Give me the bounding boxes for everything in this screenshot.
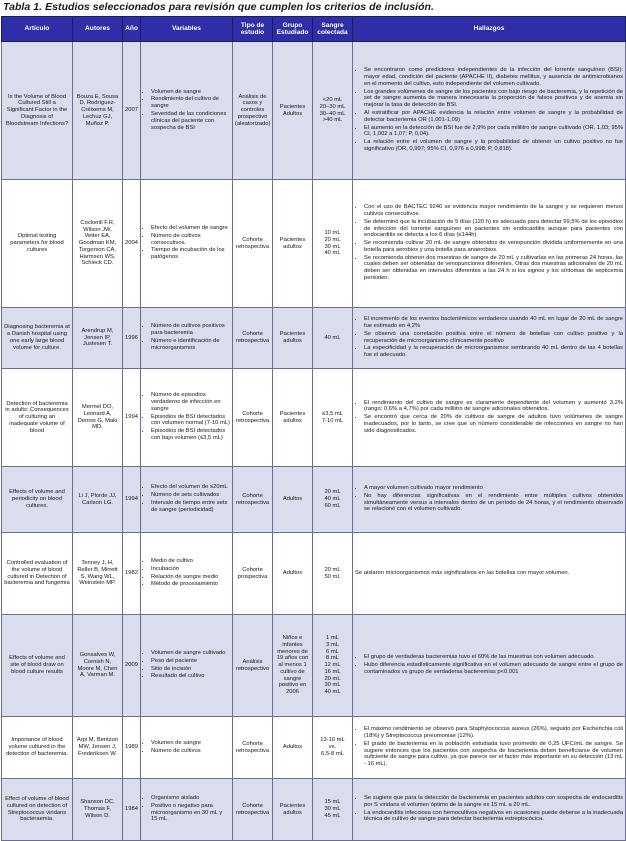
table-row xyxy=(2,369,626,467)
variable-item: • Número de cultivos positivos para bacteremia xyxy=(151,323,230,337)
hallazgo-item: • Se determinó que la incubación de 5 días (120 h) es adecuada para detectar 99,5% de los episodios de infección del torrente sanguíneo en pacientes sin endocarditis aunque para pacientes con endocarditis se detecta a los 6 días (≤144h) xyxy=(364,219,623,239)
cell-autores: Li J, Plorde JJ, Carlson LG. xyxy=(73,467,123,533)
hallazgo-item: • Hubo diferencia estadísticamente significativa en el volumen adecuado de sangre entre el grupo de contaminados vs grupo de verdaderas bacteremias p<0.001 xyxy=(364,662,623,676)
sangre-value: 40 mL xyxy=(324,689,341,696)
variable-item: • Método de procesamiento xyxy=(151,581,230,588)
sangre-value: 60 mL xyxy=(324,502,341,509)
variable-item: • Número e identificación de microorganismos xyxy=(151,338,230,352)
cell-articulo: Diagnosing bacteremia at a Danish hospital using one early large blood volume for culture. xyxy=(2,308,73,369)
hallazgo-item: • A mayor volumen cultivado mayor rendimiento xyxy=(364,485,623,492)
hallazgo-item: • La relación entre el volumen de sangre y la probabilidad de obtener un cultivo positivo no fue significativo (OR, 0,997; 95% CI, 0,976 a 0,998; P, 0,818). xyxy=(364,139,623,153)
sangre-value: 13-16 mL xyxy=(320,737,345,744)
cell-autores: Gonsalves W, Cornish N, Moore M, Chen A, Varman M. xyxy=(73,615,123,717)
hallazgo-item: • Los grandes volúmenes de sangre de los pacientes con bajo riesgo de bacteremia, y la repetición de set de sangre aumenta de manera innecesaria la proporción de falsos positivos y de anemia sin mejorar la tasa de detección de BSI. xyxy=(364,89,623,109)
variable-item: • Número de episodios verdaderos de infección en sangre xyxy=(151,392,230,412)
variable-item: • Incubación xyxy=(151,566,230,573)
header-hallazgos: Hallazgos xyxy=(353,17,626,42)
cell-autores: Arendrup M, Jensen IP, Justesen T. xyxy=(73,308,123,369)
variable-item: • Medio de cultivo xyxy=(151,558,230,565)
sangre-value: vs. xyxy=(328,744,337,751)
sangre-value: 16 mL xyxy=(324,668,341,675)
sangre-value: 8 mL xyxy=(326,655,339,662)
cell-variables xyxy=(141,42,233,180)
sangre-value: 20 mL xyxy=(324,566,341,573)
cell-sangre-colectada xyxy=(313,779,353,841)
cell-hallazgos: Se aislaron microorganismos más significativos en las botellas con mayor volumen. xyxy=(353,533,626,615)
cell-grupo-estudiado: Adultos xyxy=(273,467,313,533)
sangre-value: 15 mL xyxy=(324,799,341,806)
cell-tipo-estudio: Cohorte prospectiva xyxy=(233,533,273,615)
cell-articulo: Effect of volume of blood cultured on detection of Streptococcus viridans bacteraemia. xyxy=(2,779,73,841)
cell-hallazgos xyxy=(353,42,626,180)
cell-anio: 1994 xyxy=(123,369,141,467)
variable-item: • Número de sets cultivados xyxy=(151,492,230,499)
sangre-value: 30–40 mL xyxy=(319,110,346,117)
cell-anio: 1989 xyxy=(123,717,141,779)
hallazgo-item: • Se recomienda obtener dos muestras de sangre de 20 mL y cultivarlas en las primeras 24 horas, las cuales deben ser obtenidas de venopunciones diferentes. Otras dos muestras adicionales de 20 mL deben ser obtenidas en intervalos diferentes a las 24 h si los signos y los síntomas de septicemia persisten. xyxy=(364,255,623,282)
variable-item: • Número de cultivos consecutivos. xyxy=(151,233,230,247)
cell-hallazgos xyxy=(353,308,626,369)
cell-hallazgos xyxy=(353,180,626,308)
cell-autores: Mermel DO, Leonard A, Dennis G, Maki MD. xyxy=(73,369,123,467)
cell-variables xyxy=(141,779,233,841)
hallazgo-item: • La endocarditis infecciosa con hemocultivos negativos en ocasiones puede deberse a la inadecuada técnica de cultivo de sangre para detectar bacteriemia estreptocócica. xyxy=(364,810,623,824)
sangre-value: 40 mL xyxy=(324,496,341,503)
hallazgos-list xyxy=(355,654,623,675)
studies-table xyxy=(1,16,626,841)
variable-item: • Volumen de sangre xyxy=(151,740,230,747)
sangre-value: 20–30 mL xyxy=(319,103,346,110)
cell-hallazgos xyxy=(353,467,626,533)
variables-list xyxy=(143,392,230,441)
cell-grupo-estudiado: Pacientes adultos xyxy=(273,180,313,308)
variables-list xyxy=(143,225,230,261)
sangre-value: 20 mL xyxy=(324,489,341,496)
sangre-value: 40 mL xyxy=(324,250,341,257)
cell-sangre-colectada xyxy=(313,308,353,369)
table-row xyxy=(2,42,626,180)
cell-variables xyxy=(141,533,233,615)
hallazgo-item: • No hay diferencias significativas en el rendimiento entre múltiples cultivos obtenidos simultáneamente versus a intervalos dentro de un período de 24 horas, y el rendimiento observado se relacionó con el volumen cultivado. xyxy=(364,493,623,513)
table-row xyxy=(2,180,626,308)
variable-item: • Efecto del volumen de ≤20mL xyxy=(151,484,230,491)
sangre-value: 7-10 mL xyxy=(321,417,344,424)
variable-item: • Peso del paciente xyxy=(151,658,230,665)
variables-list xyxy=(143,650,230,680)
cell-tipo-estudio: Cohorte retrospectiva xyxy=(233,717,273,779)
hallazgo-item: • El aumento en la detección de BSI fue de 2,9% por cada mililitro de sangre cultivado (OR, 1,03; 95% CI, 1,002 a 1,07; P, 0,04). xyxy=(364,125,623,139)
cell-tipo-estudio: Cohorte retrospectiva xyxy=(233,180,273,308)
cell-tipo-estudio: Análisis retrospectivo xyxy=(233,615,273,717)
cell-variables xyxy=(141,369,233,467)
sangre-value: 40 mL xyxy=(324,334,341,341)
table-row xyxy=(2,615,626,717)
hallazgo-item: • Se encontraron como predictores independientes de la infección del torrente sanguíneo (BSI): mayor edad, condición del paciente (APACHE II), diabetes mellitus, y ausencia de antimicrobianos en el momento del cultivo, esto independiente del volumen cultivado. xyxy=(364,67,623,87)
hallazgo-item: • Se recomienda cultivar 20 mL de sangre obtenidos de venopunción dividida uniformemente en una botella para aerobios y una botella para anaerobios. xyxy=(364,240,623,254)
hallazgos-list xyxy=(355,795,623,823)
cell-grupo-estudiado: Pacientes adultos xyxy=(273,369,313,467)
sangre-value: ≤3,5 mL xyxy=(322,410,343,417)
table-row xyxy=(2,533,626,615)
variables-list xyxy=(143,795,230,823)
variables-list xyxy=(143,323,230,351)
variable-item: • Volumen de sangre xyxy=(151,89,230,96)
hallazgo-item: • La especificidad y la recuperación de microorganismos sembrando 40 mL dentro de las 4 botellas fue el adecuado. xyxy=(364,345,623,359)
hallazgos-list xyxy=(355,316,623,359)
cell-articulo: Is the Volume of Blood Cultured Still a Significant Factor in the Diagnosis of Bloodstream Infections? xyxy=(2,42,73,180)
sangre-value: 10 mL xyxy=(324,229,341,236)
cell-articulo: Optimal testing parameters for blood cultures xyxy=(2,180,73,308)
hallazgo-item: • Al estratificar por APACHE evidencia la relación entre volumen de sangre y la probabilidad de detectar bacteriemia OR (1,001-1,09) xyxy=(364,110,623,124)
hallazgo-item: • El rendimiento del cultivo de sangre es claramente dependiente del volumen y aumentó 3,2% (rango: 0,6% a 4,7%) por cada mililitro de sangre adicionales obtenidos. xyxy=(364,400,623,414)
cell-grupo-estudiado: Adultos xyxy=(273,717,313,779)
cell-sangre-colectada xyxy=(313,369,353,467)
cell-tipo-estudio: Cohorte retrospectiva xyxy=(233,467,273,533)
cell-hallazgos xyxy=(353,779,626,841)
cell-variables xyxy=(141,615,233,717)
header-anio: Año xyxy=(123,17,141,42)
cell-articulo: Detection of bacteremia in adults: Consequences of culturing an inadequate volume of blood xyxy=(2,369,73,467)
variable-item: • Intervalo de tiempo entre sets de sangre (periodicidad) xyxy=(151,500,230,514)
cell-tipo-estudio: Análisis de casos y controles prospectivo (aleatorizado) xyxy=(233,42,273,180)
sangre-value: 3 mL xyxy=(326,641,339,648)
hallazgo-item: • Se encontró que cerca de 20% de cultivos de sangre de adultos tuvo volúmenes de sangre inadecuados, por lo tanto, se cree que un número considerable de infecciones en sangre no han sido diagnosticados. xyxy=(364,414,623,434)
cell-sangre-colectada xyxy=(313,42,353,180)
variable-item: • Severidad de las condiciones clínicas del paciente con sospecha de BSI xyxy=(151,111,230,131)
header-variables: Variables xyxy=(141,17,233,42)
sangre-value: 6,5-8 mL xyxy=(321,750,344,757)
cell-grupo-estudiado: Pacientes adultos xyxy=(273,308,313,369)
hallazgos-list xyxy=(355,726,623,768)
variable-item: • Organismo aislado xyxy=(151,795,230,802)
sangre-value: 20 mL xyxy=(324,675,341,682)
cell-sangre-colectada xyxy=(313,533,353,615)
variables-list xyxy=(143,740,230,755)
cell-tipo-estudio: Cohorte retrospectiva xyxy=(233,779,273,841)
cell-anio: 2009 xyxy=(123,615,141,717)
variable-item: • Tiempo de incubación de los patógenos xyxy=(151,247,230,261)
cell-tipo-estudio: Cohorte retrospectiva xyxy=(233,369,273,467)
cell-autores: Cockerill F.R, Wilson JW, Vetter EA, Goodman KM, Torgerson CA, Harmsen WS, Schleck CD. xyxy=(73,180,123,308)
sangre-value: 50 mL xyxy=(324,573,341,580)
sangre-value: <20 mL xyxy=(322,96,343,103)
cell-sangre-colectada xyxy=(313,467,353,533)
cell-variables xyxy=(141,180,233,308)
cell-anio: 1996 xyxy=(123,308,141,369)
cell-articulo: Controlled evaluation of the volume of blood cultured in Detection of bacteremia and fungemia xyxy=(2,533,73,615)
variable-item: • Episodios de BSI detectados con bajo volumen (≤3,5 mL) xyxy=(151,428,230,442)
cell-sangre-colectada xyxy=(313,615,353,717)
sangre-value: 20 mL xyxy=(324,236,341,243)
cell-hallazgos xyxy=(353,717,626,779)
cell-anio: 1982 xyxy=(123,533,141,615)
table-caption: Tabla 1. Estudios seleccionados para revisión que cumplen los criterios de inclusión. xyxy=(3,1,434,13)
table-row xyxy=(2,467,626,533)
cell-articulo: Effects of volume and periodicity on blood cultures. xyxy=(2,467,73,533)
cell-autores: Shanson DC, Thomas F, Wilson D. xyxy=(73,779,123,841)
sangre-value: 45 mL xyxy=(324,812,341,819)
hallazgo-item: • Se sugiere que para la detección de bacteriemia en pacientes adultos con sospecha de endocarditis por S viridans el volumen óptimo de la sangre es 15 mL a 20 mL. xyxy=(364,795,623,809)
header-sangre-colectada: Sangre colectada xyxy=(313,17,353,42)
cell-grupo-estudiado: Niños e infantes menores de 19 años con al menos 1 cultivo de sangre positivo en 2006 xyxy=(273,615,313,717)
cell-tipo-estudio: Cohorte retrospectiva xyxy=(233,308,273,369)
variable-item: • Volumen de sangre cultivado xyxy=(151,650,230,657)
table-header-row xyxy=(2,17,626,42)
variable-item: • Positivo o negativo para microorganismo en 30 mL y 15 mL. xyxy=(151,803,230,823)
header-grupo-estudiado: Grupo Estudiado xyxy=(273,17,313,42)
header-tipo-estudio: Tipo de estudio xyxy=(233,17,273,42)
hallazgo-item: • Con el uso de BACTEC 9240 se evidencia mayor rendimiento de la sangre y se requieren menos cultivos consecutivos. xyxy=(364,204,623,218)
hallazgo-item: • El grado de bacteriemia en la población estudiada tuvo promedio de 0,25 UFC/mL de sangre. Se sugiere entonces que los pacientes con sospecha de bacteriemia deben beneficiarse de volumen suficiente de sangre para cultivo, ya que parece ser el factor más importante en su detección (13 mL - 16 mL). xyxy=(364,741,623,768)
cell-variables xyxy=(141,467,233,533)
variable-item: • Número de cultivos xyxy=(151,748,230,755)
cell-grupo-estudiado: Pacientes Adultos xyxy=(273,42,313,180)
hallazgos-list xyxy=(355,485,623,513)
table-row xyxy=(2,717,626,779)
variables-list xyxy=(143,484,230,513)
table-row xyxy=(2,308,626,369)
cell-autores: Arpi M, Bentzon MW, Jensen J, Frederiksen W. xyxy=(73,717,123,779)
cell-hallazgos xyxy=(353,369,626,467)
variable-item: • Rendimiento del cultivo de sangre xyxy=(151,96,230,110)
cell-grupo-estudiado: Adultos xyxy=(273,533,313,615)
cell-articulo: Effects of volume and site of blood draw on blood culture results xyxy=(2,615,73,717)
hallazgo-item: • El máximo rendimiento se observó para Staphylococcus aureus (26%), seguido por Escherichia coli (18%) y Streptococcus pneumoniae (12%). xyxy=(364,726,623,740)
cell-anio: 1994 xyxy=(123,467,141,533)
hallazgos-list xyxy=(355,400,623,435)
variable-item: • Episodios de BSI detectados con volumen normal (7-10 mL) xyxy=(151,414,230,428)
variable-item: • Relación de sangre medio xyxy=(151,574,230,581)
sangre-value: 30 mL xyxy=(324,682,341,689)
table-row xyxy=(2,779,626,841)
variables-list xyxy=(143,89,230,132)
cell-articulo: Importance of blood volume cultured in the detection of bacteremia. xyxy=(2,717,73,779)
cell-autores: Bouza E, Sousa D, Rodríguez-Créixems M, Lechuz GJ, Muñoz P. xyxy=(73,42,123,180)
hallazgo-item: • Se observó una correlación positiva entre el número de botellas con cultivo positivo y la recuperación de microorganismo clínicamente positivo xyxy=(364,331,623,345)
cell-variables xyxy=(141,308,233,369)
sangre-value: 30 mL xyxy=(324,806,341,813)
hallazgos-list xyxy=(355,204,623,282)
sangre-value: 6 mL xyxy=(326,648,339,655)
hallazgo-item: • El incremento de los eventos bacteriémicos verdaderos usando 40 mL en lugar de 20 mL de sangre fue estimado en 4,2% xyxy=(364,316,623,330)
variable-item: • Resultado del cultivo xyxy=(151,673,230,680)
header-autores: Autores xyxy=(73,17,123,42)
cell-anio: 2007 xyxy=(123,42,141,180)
header-articulo: Artículo xyxy=(2,17,73,42)
cell-sangre-colectada xyxy=(313,717,353,779)
variable-item: • Efecto del volumen de sangre xyxy=(151,225,230,232)
sangre-value: >40 mL xyxy=(322,117,343,124)
sangre-value: 30 mL xyxy=(324,243,341,250)
cell-anio: 1984 xyxy=(123,779,141,841)
cell-anio: 2004 xyxy=(123,180,141,308)
variables-list xyxy=(143,558,230,588)
sangre-value: 1 mL xyxy=(326,634,339,641)
cell-grupo-estudiado: Pacientes adultos xyxy=(273,779,313,841)
cell-variables xyxy=(141,717,233,779)
hallazgo-item: • El grupo de verdaderas bacteremias tuvo el 60% de las muestras con volumen adecuado. xyxy=(364,654,623,661)
hallazgos-list xyxy=(355,67,623,152)
variable-item: • Sitio de incisión xyxy=(151,666,230,673)
cell-autores: Tenney J, H, Reller B, Mirrett S, Wang WL, Weinstein MP. xyxy=(73,533,123,615)
sangre-value: 12 mL xyxy=(324,662,341,669)
cell-hallazgos xyxy=(353,615,626,717)
cell-sangre-colectada xyxy=(313,180,353,308)
